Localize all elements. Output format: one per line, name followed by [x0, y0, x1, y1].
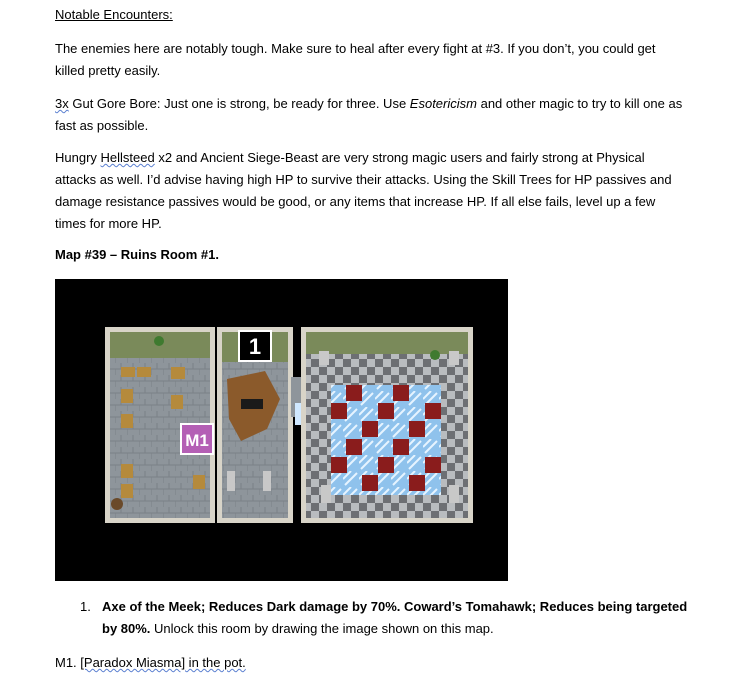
paragraph-hellsteed	[55, 147, 685, 235]
marker-1	[239, 331, 271, 361]
map-image	[55, 279, 508, 581]
map-illustration	[55, 279, 508, 581]
map-title: Map #39 – Ruins Room #1.	[55, 247, 219, 262]
list-item-text	[102, 596, 690, 640]
paragraph-text-a: Hungry	[55, 150, 101, 165]
paragraph-text-b: and other magic to try to kill one as fast as possible.	[55, 96, 683, 133]
footer-rest: in the pot.	[185, 655, 246, 670]
paragraph-heal-warning: The enemies here are notably tough. Make sure to heal after every fight at #3. If you don’t, you could get killed pretty easily.	[55, 41, 656, 78]
footer-prefix: M1.	[55, 655, 81, 670]
paragraph-text-a: Gut Gore Bore: Just one is strong, be ready for three. Use	[68, 96, 410, 111]
paragraph-gut-gore-bore	[55, 93, 685, 137]
marker-m1	[181, 424, 213, 454]
numbered-list-item	[80, 596, 690, 640]
list-item-bold: Axe of the Meek; Reduces Dark damage by 70%. Coward’s Tomahawk; Reduces being targeted by 80%.	[102, 599, 688, 636]
spell-name: Esotericism	[409, 96, 477, 111]
heading-text: Notable Encounters:	[55, 7, 173, 22]
enemy-name: Hellsteed	[100, 150, 155, 165]
item-name: [Paradox Miasma]	[80, 655, 186, 670]
marker-1-label: 1	[248, 334, 262, 359]
list-item-rest: Unlock this room by drawing the image shown on this map.	[150, 621, 494, 636]
marker-m1-label: M1	[185, 431, 209, 450]
list-number: 1.	[80, 599, 91, 614]
paragraph-text-b: x2 and Ancient Siege-Beast are very strong magic users and fairly strong at Physical attacks as well. I’d advise having high HP to survive their attacks. Using the Skill Trees for HP passives and damage resistance passives would be good, or any items that increase HP. If all else fails, level up a few times for more HP.	[55, 150, 672, 231]
footer-m1	[55, 652, 685, 674]
right-room	[301, 327, 473, 523]
count-prefix: 3x	[55, 96, 69, 111]
notable-encounters-heading	[55, 4, 685, 26]
